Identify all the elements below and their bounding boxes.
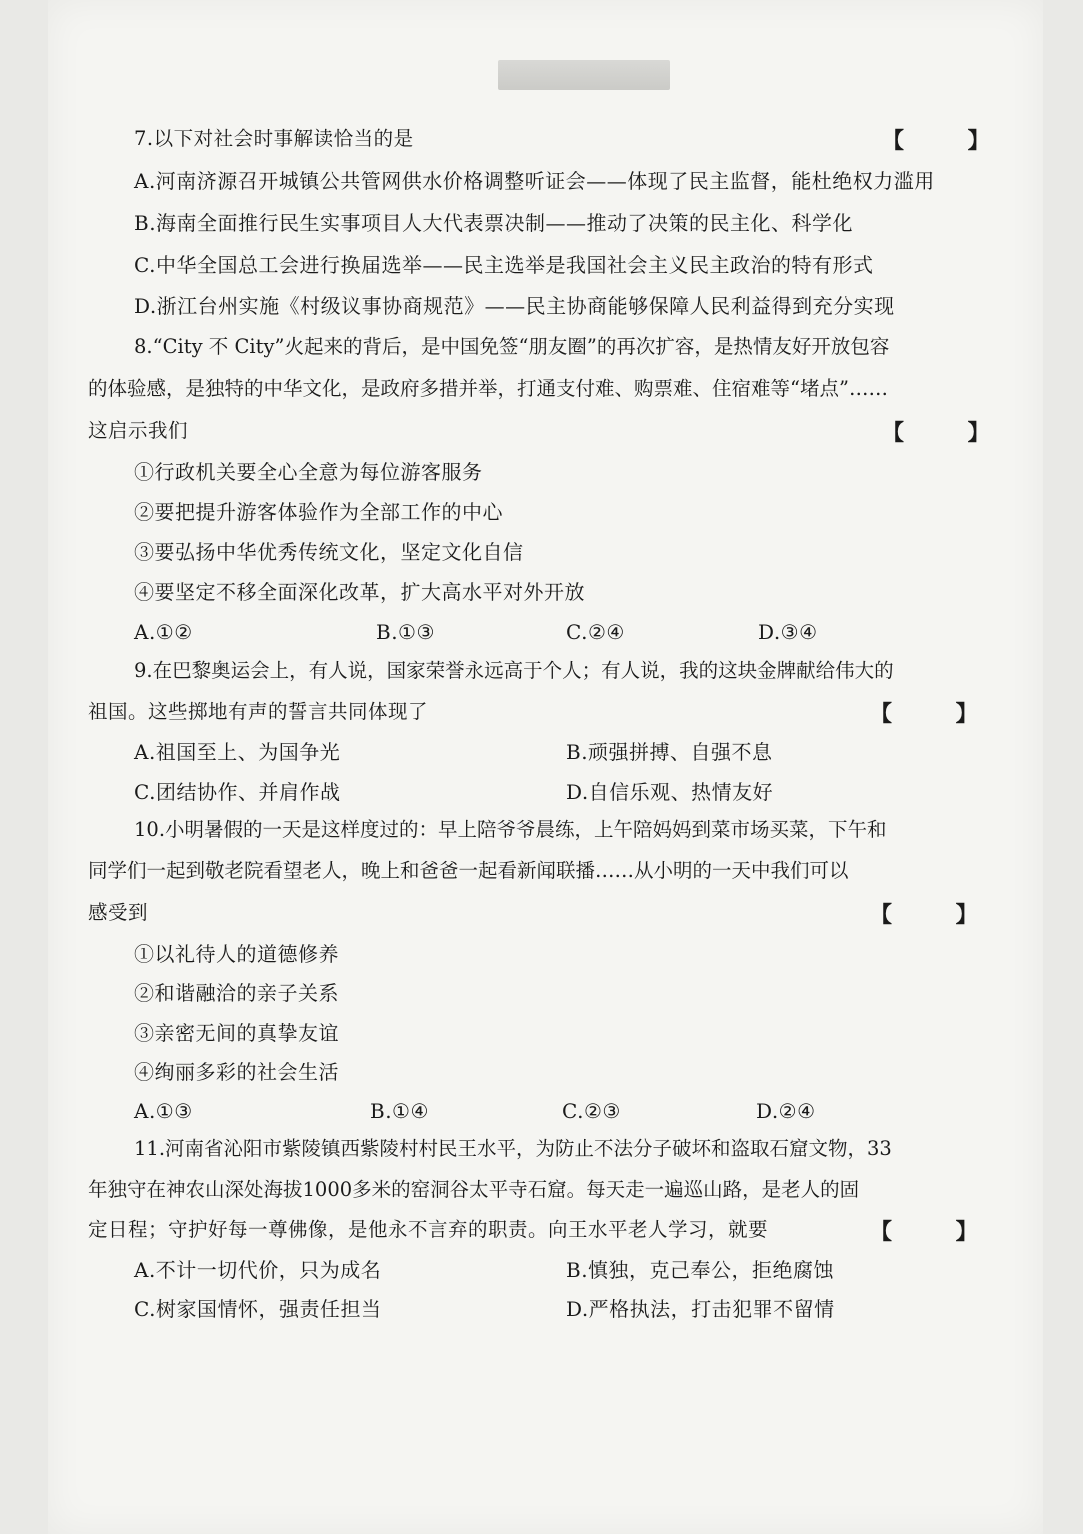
q9-option-c: C.团结协作、并肩作战 — [134, 780, 341, 804]
q8-stem-line-3: 这启示我们 — [88, 419, 189, 442]
q8-stem-line-1: 8.“City 不 City”火起来的背后，是中国免签“朋友圈”的再次扩容，是热情友好开放包容 — [134, 335, 890, 358]
q8-answer-bracket: 【 】 — [882, 420, 1018, 446]
q8-statement-2: ②要把提升游客体验作为全部工作的中心 — [134, 500, 503, 524]
q7-option-a: A.河南济源召开城镇公共管网供水价格调整听证会——体现了民主监督，能杜绝权力滥用 — [134, 169, 935, 193]
q8-option-c: C.②④ — [566, 620, 625, 644]
q7-answer-bracket: 【 】 — [882, 128, 1018, 154]
q8-statement-3: ③要弘扬中华优秀传统文化，坚定文化自信 — [134, 540, 524, 564]
q9-option-b: B.顽强拼搏、自强不息 — [566, 740, 773, 764]
q9-stem-line-1: 9.在巴黎奥运会上，有人说，国家荣誉永远高于个人；有人说，我的这块金牌献给伟大的 — [134, 659, 894, 682]
q8-statement-1: ①行政机关要全心全意为每位游客服务 — [134, 460, 483, 484]
q10-statement-4: ④绚丽多彩的社会生活 — [134, 1060, 339, 1084]
q10-statement-2: ②和谐融洽的亲子关系 — [134, 981, 339, 1005]
q11-option-b: B.慎独，克己奉公，拒绝腐蚀 — [566, 1258, 835, 1282]
q8-stem-line-2: 的体验感，是独特的中华文化，是政府多措并举，打通支付难、购票难、住宿难等“堵点”…… — [88, 377, 888, 400]
q11-option-c: C.树家国情怀，强责任担当 — [134, 1297, 382, 1321]
q9-stem-line-2: 祖国。这些掷地有声的誓言共同体现了 — [88, 700, 429, 723]
q10-answer-bracket: 【 】 — [870, 902, 1006, 928]
q7-option-b: B.海南全面推行民生实事项目人大代表票决制——推动了决策的民主化、科学化 — [134, 211, 854, 235]
q10-statement-1: ①以礼待人的道德修养 — [134, 942, 339, 966]
q11-stem-line-2: 年独守在神农山深处海拔1000多米的窑洞谷太平寺石窟。每天走一遍巡山路，是老人的固 — [88, 1178, 860, 1201]
q8-option-a: A.①② — [134, 620, 193, 644]
q9-answer-bracket: 【 】 — [870, 701, 1006, 727]
q7-option-d: D.浙江台州实施《村级议事协商规范》——民主协商能够保障人民利益得到充分实现 — [134, 294, 895, 318]
q10-option-b: B.①④ — [370, 1099, 429, 1123]
q8-option-b: B.①③ — [376, 620, 435, 644]
q10-option-c: C.②③ — [562, 1099, 621, 1123]
q9-option-d: D.自信乐观、热情友好 — [566, 780, 774, 804]
q7-stem: 7.以下对社会时事解读恰当的是 — [134, 127, 414, 150]
q11-option-d: D.严格执法，打击犯罪不留情 — [566, 1297, 835, 1321]
q8-statement-4: ④要坚定不移全面深化改革，扩大高水平对外开放 — [134, 580, 585, 604]
q11-stem-line-1: 11.河南省沁阳市紫陵镇西紫陵村村民王水平，为防止不法分子破坏和盗取石窟文物，33 — [134, 1137, 892, 1160]
q10-stem-line-2: 同学们一起到敬老院看望老人，晚上和爸爸一起看新闻联播……从小明的一天中我们可以 — [88, 859, 849, 882]
q11-answer-bracket: 【 】 — [870, 1219, 1006, 1245]
q11-option-a: A.不计一切代价，只为成名 — [134, 1258, 382, 1282]
q7-option-c: C.中华全国总工会进行换届选举——民主选举是我国社会主义民主政治的特有形式 — [134, 253, 874, 277]
q10-option-d: D.②④ — [756, 1099, 816, 1123]
q9-option-a: A.祖国至上、为国争光 — [134, 740, 341, 764]
q10-stem-line-1: 10.小明暑假的一天是这样度过的：早上陪爷爷晨练，上午陪妈妈到菜市场买菜，下午和 — [134, 818, 887, 841]
q10-statement-3: ③亲密无间的真挚友谊 — [134, 1021, 339, 1045]
q8-option-d: D.③④ — [758, 620, 818, 644]
q11-stem-line-3: 定日程；守护好每一尊佛像，是他永不言弃的职责。向王水平老人学习，就要 — [88, 1218, 769, 1241]
q10-option-a: A.①③ — [134, 1099, 193, 1123]
q10-stem-line-3: 感受到 — [88, 901, 149, 924]
